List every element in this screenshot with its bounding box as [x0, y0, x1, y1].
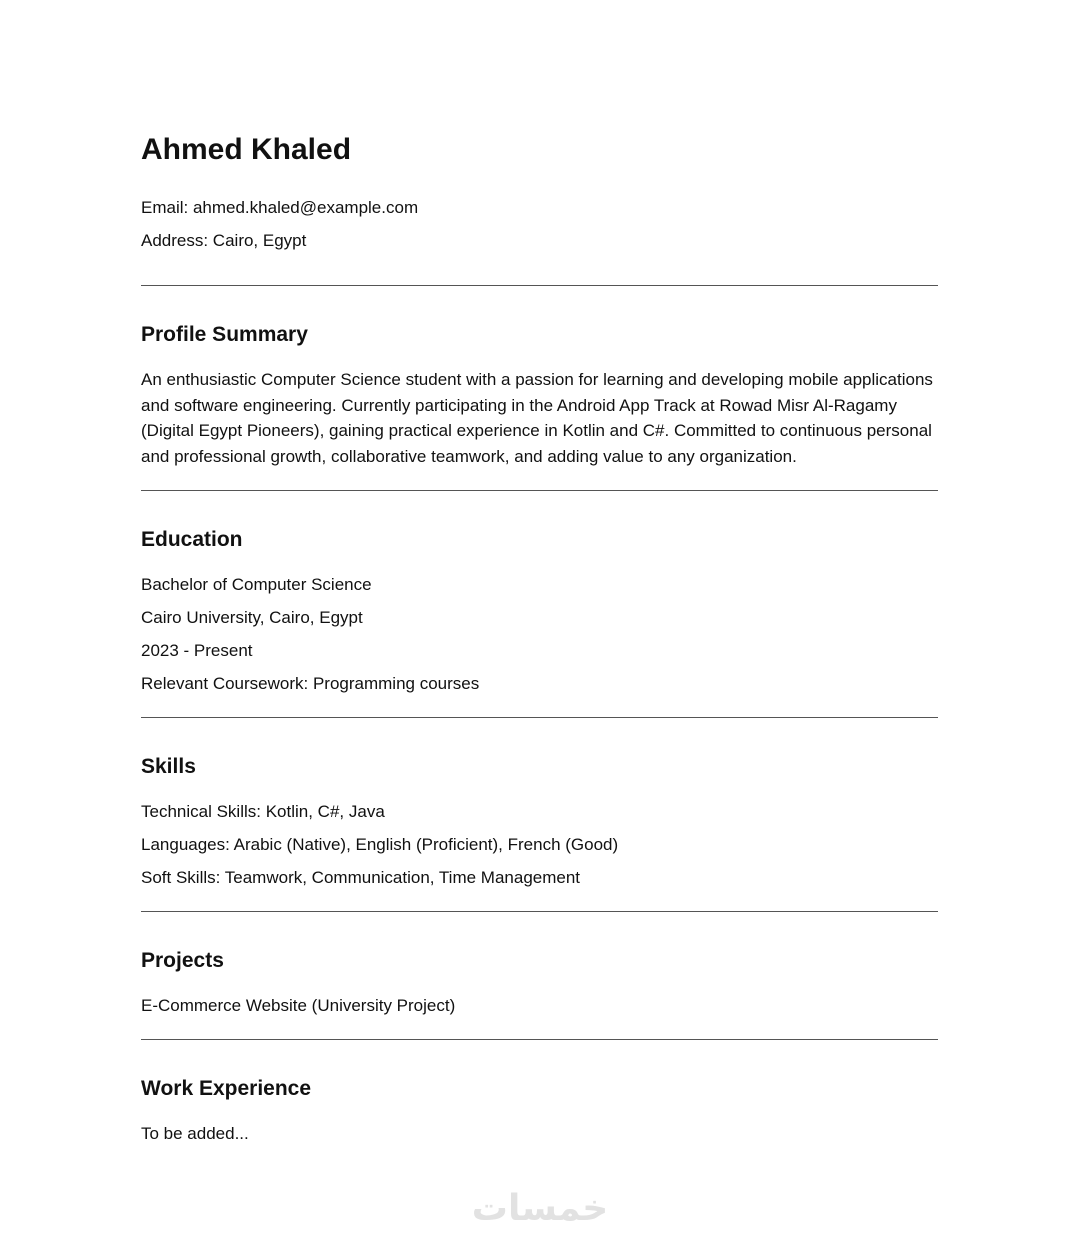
soft-skills: Soft Skills: Teamwork, Communication, Time Management: [141, 868, 581, 887]
education-degree: Bachelor of Computer Science: [141, 575, 372, 594]
resume: [141, 132, 938, 1167]
project-item: E-Commerce Website (University Project): [141, 996, 456, 1015]
education-school: Cairo University, Cairo, Egypt: [141, 608, 363, 627]
candidate-name: Ahmed Khaled: [141, 133, 352, 166]
projects-heading: Projects: [141, 949, 224, 972]
education-coursework: Relevant Coursework: Programming courses: [141, 674, 480, 693]
email: Email: ahmed.khaled@example.com: [141, 198, 419, 217]
profile-text: An enthusiastic Computer Science student with a passion for learning and developing mobile applications and software engineering. Currently participating in the Android App Track at Rowad Misr Al-Ragamy (Digital Egypt Pioneers), gaining practical experience in Kotlin and C#. Committed to continuous personal and professional growth, collaborative teamwork, and adding value to any organization.: [141, 370, 933, 466]
skills-heading: Skills: [141, 755, 196, 778]
divider: [141, 490, 938, 491]
address: Address: Cairo, Egypt: [141, 231, 307, 250]
divider: [141, 1039, 938, 1040]
technical-skills: Technical Skills: Kotlin, C#, Java: [141, 802, 385, 821]
work-item: To be added...: [141, 1124, 249, 1143]
languages: Languages: Arabic (Native), English (Proficient), French (Good): [141, 835, 619, 854]
education-heading: Education: [141, 528, 243, 551]
work-heading: Work Experience: [141, 1077, 312, 1100]
divider: [141, 717, 938, 718]
watermark-logo: خمسات: [471, 1188, 609, 1229]
divider: [141, 911, 938, 912]
profile-heading: Profile Summary: [141, 323, 308, 346]
education-dates: 2023 - Present: [141, 641, 253, 660]
divider: [141, 285, 938, 286]
